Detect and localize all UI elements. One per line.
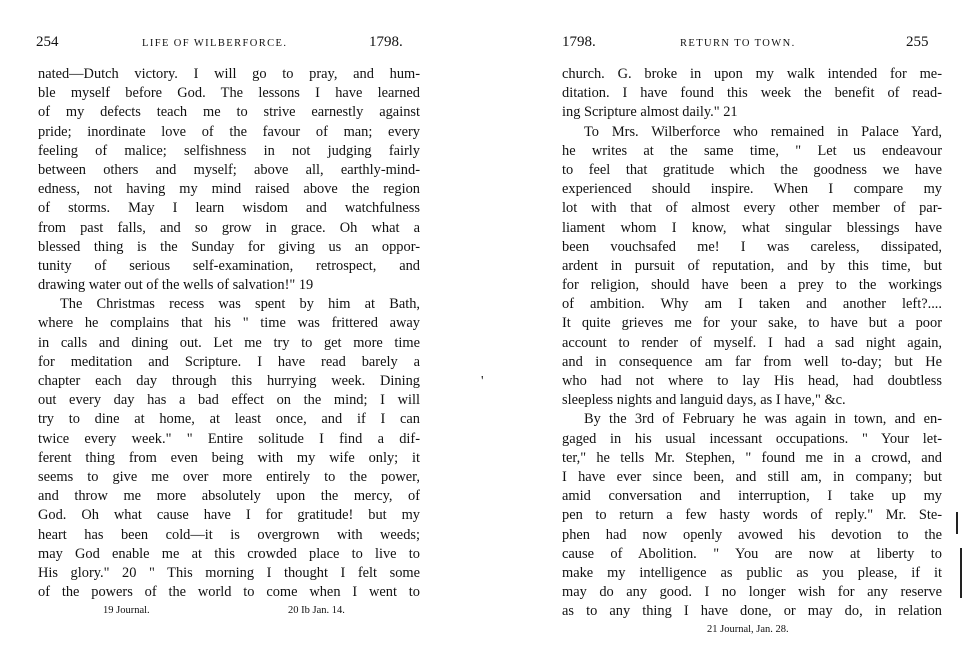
- text-line: for religion, should have been a prey to the workings: [562, 277, 942, 294]
- right-page-number: 255: [906, 34, 929, 50]
- right-footnote-21: 21 Journal, Jan. 28.: [707, 624, 789, 635]
- text-line: tunity of serious self-examination, retrospect, and: [38, 257, 420, 274]
- text-line: His glory." 20 " This morning I thought I felt some: [38, 564, 420, 581]
- text-line: amid conversation and interruption, I take up my: [562, 488, 942, 505]
- text-line: liament whom I know, what singular blessings have: [562, 219, 942, 236]
- text-line: pride; inordinate love of the favour of man; every: [38, 123, 420, 140]
- text-line: of storms. May I learn wisdom and watchfulness: [38, 200, 420, 217]
- text-line: try to dine at home, at least once, and if I can: [38, 411, 420, 428]
- text-line: I have ever since been, and still am, in company; but: [562, 468, 942, 485]
- text-line: sleepless nights and languid days, as I have," &c.: [562, 392, 846, 409]
- text-line: to feel that gratitude which the goodness we have: [562, 161, 942, 178]
- text-line: from past falls, and so grow in grace. Oh what a: [38, 219, 420, 236]
- text-line: The Christmas recess was spent by him at Bath,: [60, 296, 420, 313]
- text-line: may God enable me at this crowded place to live to: [38, 545, 420, 562]
- text-line: cause of Abolition. " You are now at liberty to: [562, 545, 942, 562]
- print-speck: ': [481, 374, 484, 389]
- text-line: and in consequence am far from well to-day; but He: [562, 353, 942, 370]
- text-line: It quite grieves me for your sake, to have but a poor: [562, 315, 942, 332]
- left-running-title: LIFE OF WILBERFORCE.: [142, 38, 288, 49]
- text-line: God. Oh what cause have I for gratitude! but my: [38, 507, 420, 524]
- text-line: To Mrs. Wilberforce who remained in Palace Yard,: [584, 123, 942, 140]
- text-line: phen had now openly avowed his devotion to the: [562, 526, 942, 543]
- left-body-text: [38, 65, 420, 602]
- text-line: heart has been cold—it is overgrown with weeds;: [38, 526, 420, 543]
- text-line: pen to return a few hasty words of reply." Mr. Ste-: [562, 507, 942, 524]
- text-line: account to render of myself. I had a sad night again,: [562, 334, 942, 351]
- text-line: who had not where to lay His head, had doubtless: [562, 373, 942, 389]
- text-line: chapter each day through this hurrying week. Dining: [38, 373, 420, 389]
- text-line: and throw me more absolutely upon the mercy, of: [38, 488, 420, 505]
- text-line: he writes at the same time, " Let us endeavour: [562, 142, 942, 159]
- text-line: in calls and dining out. Let me try to get more time: [38, 334, 420, 351]
- text-line: where he complains that his " time was frittered away: [38, 315, 420, 332]
- text-line: church. G. broke in upon my walk intended for me-: [562, 66, 942, 82]
- text-line: ing Scripture almost daily." 21: [562, 104, 738, 121]
- text-line: feeling of malice; selfishness in not judging fairly: [38, 142, 420, 159]
- text-line: make my intelligence as public as you please, if it: [562, 564, 942, 581]
- text-line: gaged in his usual incessant occupations. " Your let-: [562, 430, 942, 447]
- right-year: 1798.: [562, 34, 596, 50]
- right-running-title: RETURN TO TOWN.: [680, 38, 796, 49]
- text-line: ferent thing from even being with my wife only; it: [38, 449, 420, 466]
- text-line: ditation. I have found this week the benefit of read-: [562, 85, 942, 102]
- text-line: nated—Dutch victory. I will go to pray, and hum-: [38, 66, 420, 82]
- text-line: out every day has a bad effect on the mind; I will: [38, 392, 420, 409]
- left-footnote-20: 20 Ib Jan. 14.: [288, 605, 345, 616]
- left-footnote-19: 19 Journal.: [103, 605, 150, 616]
- text-line: edness, not having my mind raised above the region: [38, 181, 420, 198]
- text-line: ter," he tells Mr. Stephen, " found me in a crowd, and: [562, 449, 942, 466]
- text-line: may do any good. I no longer wish for any reserve: [562, 584, 942, 601]
- text-line: as to any thing I have done, or may do, in relation: [562, 603, 942, 620]
- text-line: drawing water out of the wells of salvation!" 19: [38, 277, 314, 294]
- text-line: lot with that of almost every other member of par-: [562, 200, 942, 217]
- text-line: ardent in pursuit of reputation, and by this time, but: [562, 257, 942, 274]
- left-page-number: 254: [36, 34, 59, 50]
- text-line: for meditation and Scripture. I have read barely a: [38, 353, 420, 370]
- text-line: of the powers of the world to come when I went to: [38, 584, 420, 601]
- text-line: twice every week." " Entire solitude I find a dif-: [38, 430, 420, 447]
- right-body-text: [562, 65, 942, 621]
- text-line: ble myself before God. The lessons I have learned: [38, 85, 420, 102]
- text-line: been vouchsafed me! I was careless, dissipated,: [562, 238, 942, 255]
- text-line: blessed thing is the Sunday for giving us an oppor-: [38, 238, 420, 255]
- text-line: experienced should inspire. When I compare my: [562, 181, 942, 198]
- text-line: seems to give me over more entirely to the power,: [38, 468, 420, 485]
- text-line: By the 3rd of February he was again in town, and en-: [584, 411, 942, 428]
- left-year: 1798.: [369, 34, 403, 50]
- text-line: of ambition. Why am I taken and another left?....: [562, 296, 942, 313]
- edge-mark: [960, 548, 962, 598]
- text-line: of my defects teach me to strive earnestly against: [38, 104, 420, 121]
- right-page: [490, 0, 980, 646]
- text-line: between others and myself; above all, earthly-mind-: [38, 161, 420, 178]
- edge-mark: [956, 512, 958, 534]
